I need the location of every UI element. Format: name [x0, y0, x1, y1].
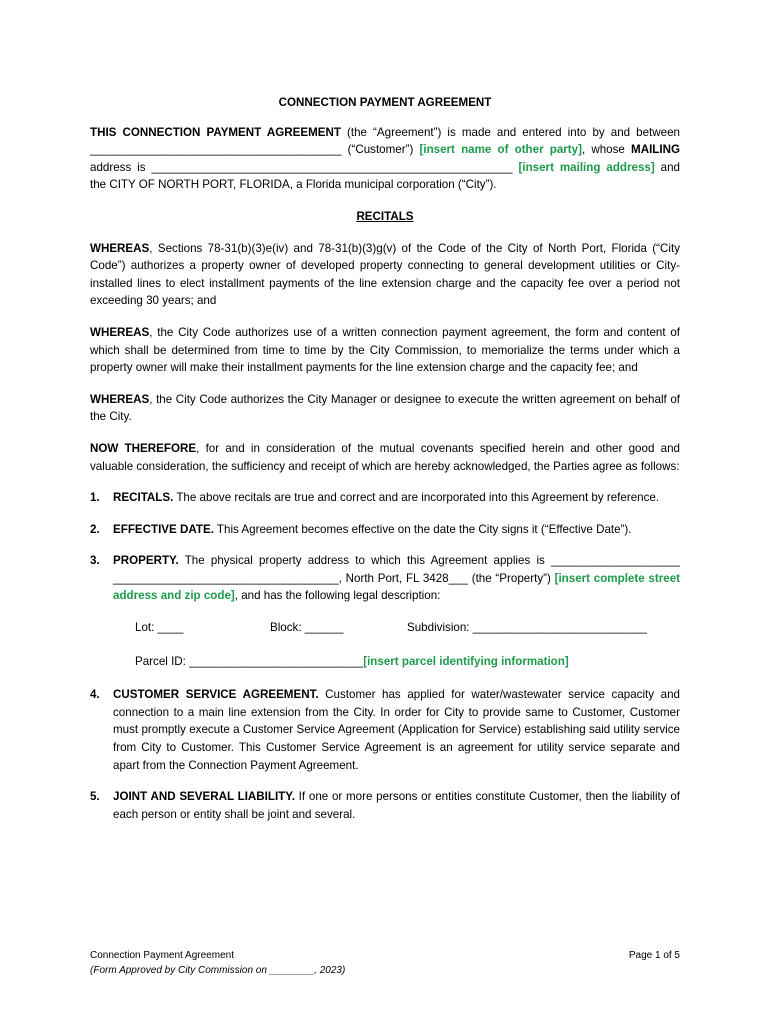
whereas-lead: WHEREAS	[90, 241, 150, 255]
whereas-paragraph-2	[90, 324, 680, 377]
intro-paragraph	[90, 124, 680, 194]
block-field: Block: ______	[270, 621, 344, 635]
address-blank: address is ________________________________________________________	[90, 160, 513, 174]
section-title: CUSTOMER SERVICE AGREEMENT.	[113, 688, 319, 702]
whereas-text: , the City Code authorizes the City Manager or designee to execute the written agreement on behalf of the City.	[90, 392, 680, 424]
footer-form-note: (Form Approved by City Commission on ________, 2023)	[90, 965, 346, 976]
section-number: 2.	[90, 522, 100, 536]
footer-left	[90, 948, 345, 978]
section-title: RECITALS.	[113, 491, 174, 505]
section-effective-date	[90, 521, 680, 539]
insert-street-address: [insert complete street address and zip code]	[113, 571, 680, 603]
section-customer-service-agreement	[90, 686, 680, 774]
insert-parcel-info: [insert parcel identifying information]	[363, 654, 569, 668]
whereas-paragraph-3	[90, 391, 680, 426]
whereas-paragraph-1	[90, 240, 680, 310]
property-address-text: The physical property address to which this Agreement applies is ____________________	[178, 554, 680, 568]
section-text: The above recitals are true and correct and are incorporated into this Agreement by reference.	[173, 491, 660, 505]
property-address-blank: ___________________________________, North Port, FL 3428___ (the “Property”)	[113, 571, 555, 585]
customer-label: (“Customer”)	[341, 143, 420, 157]
section-property	[90, 552, 680, 605]
section-text: If one or more persons or entities constitute Customer, then the liability of each person or entity shall be joint and several.	[113, 790, 680, 821]
customer-name-blank: _______________________________________	[90, 143, 342, 157]
section-number: 1.	[90, 491, 100, 505]
mailing-label: MAILING	[631, 143, 680, 157]
document-title: CONNECTION PAYMENT AGREEMENT	[278, 96, 492, 109]
now-therefore-paragraph	[90, 440, 680, 475]
intro-text: (the “Agreement”) is made and entered into by and between	[340, 125, 680, 139]
whereas-text: , the City Code authorizes use of a written connection payment agreement, the form and content of which shall be determined from time to time by the City Commission, to memorialize the terms under which a property owner will make their installment payments for the line extension charge and the capacity fee; and	[90, 325, 680, 375]
insert-mailing-address: [insert mailing address]	[518, 160, 655, 174]
parcel-row	[90, 653, 680, 671]
whereas-lead: WHEREAS	[90, 392, 150, 406]
section-title: JOINT AND SEVERAL LIABILITY.	[113, 790, 295, 804]
intro-lead: THIS CONNECTION PAYMENT AGREEMENT	[90, 125, 341, 139]
section-number: 3.	[90, 554, 100, 568]
parcel-id-field: Parcel ID: ___________________________	[135, 654, 364, 668]
section-number: 4.	[90, 688, 100, 702]
lot-field: Lot: ____	[135, 621, 184, 635]
legal-description-row	[90, 619, 680, 637]
section-joint-several-liability	[90, 788, 680, 823]
whereas-text: , Sections 78-31(b)(3)e(iv) and 78-31(b)(3)g(v) of the Code of the City of North Port, Florida (“City Code”) authorizes a property owner of developed property connecting to general development utilities or City-installed lines to elect installment payments of the line extension charge and the capacity fee over a period not exceeding 30 years; and	[90, 241, 680, 308]
legal-description-text: , and has the following legal description:	[234, 589, 441, 603]
now-therefore-lead: NOW THEREFORE	[90, 441, 197, 455]
section-recitals	[90, 489, 680, 507]
section-title: EFFECTIVE DATE.	[113, 522, 214, 536]
insert-party-name: [insert name of other party]	[419, 143, 582, 157]
section-text: Customer has applied for water/wastewater service capacity and connection to a main line extension from the City. In order for City to provide same to Customer, Customer must promptly execute a Customer Service Agreement (Application for Service) establishing said utility service from City to Customer. This Customer Service Agreement is an agreement for utility service separate and apart from the Connection Payment Agreement.	[113, 688, 680, 772]
section-title: PROPERTY.	[113, 554, 179, 568]
whose-text: , whose	[581, 143, 625, 157]
whereas-lead: WHEREAS	[90, 325, 150, 339]
page-number: Page 1 of 5	[628, 950, 680, 961]
section-number: 5.	[90, 790, 100, 804]
intro-end: and the CITY OF NORTH PORT, FLORIDA, a Florida municipal corporation (“City”).	[90, 160, 680, 192]
section-text: This Agreement becomes effective on the date the City signs it (“Effective Date”).	[213, 522, 632, 536]
subdivision-field: Subdivision: ___________________________	[407, 621, 647, 635]
recitals-heading: RECITALS	[356, 209, 414, 223]
now-therefore-text: , for and in consideration of the mutual covenants specified herein and other good and valuable consideration, the sufficiency and receipt of which are hereby acknowledged, the Parties agree as follows:	[90, 441, 680, 473]
document-body	[90, 94, 680, 837]
footer-document-name: Connection Payment Agreement	[90, 950, 234, 961]
